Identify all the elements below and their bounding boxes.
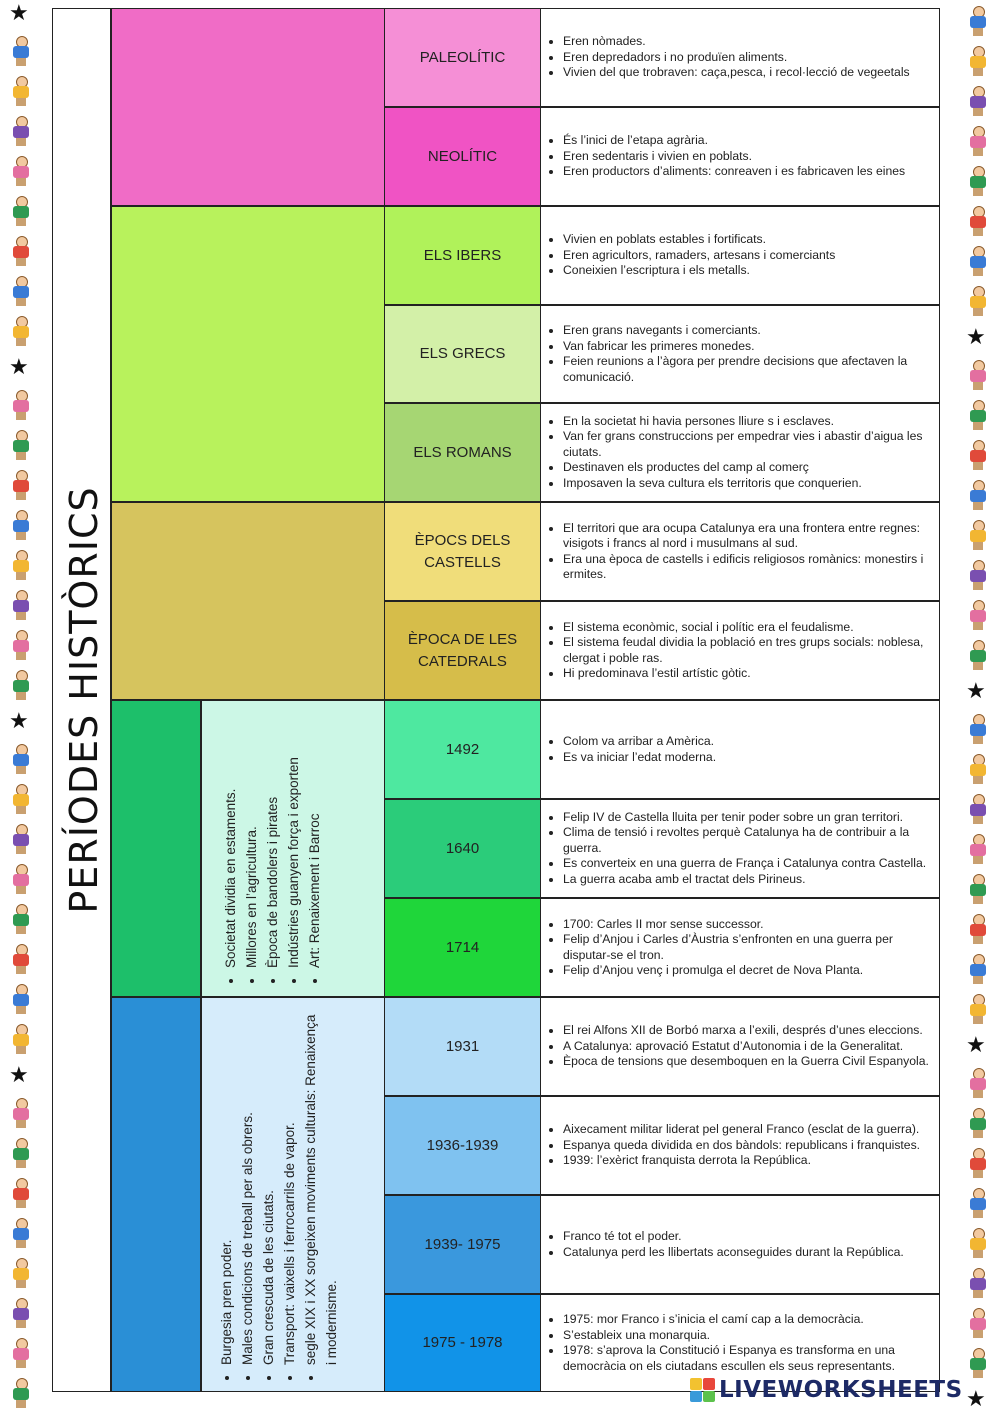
cartoon-figure-icon xyxy=(6,196,36,226)
description-item: • Felip d’Anjou venç i promulga el decret de Nova Planta. xyxy=(563,963,935,979)
description-item: • 1975: mor Franco i s’inicia el camí cap a la democràcia. xyxy=(563,1312,935,1328)
period-description xyxy=(540,206,940,305)
description-item: • Eren productors d’aliments: conreaven i es fabricaven les eines xyxy=(563,164,905,180)
cartoon-figure-icon xyxy=(6,984,36,1014)
cartoon-figure-icon xyxy=(963,560,993,590)
period-description xyxy=(540,898,940,997)
cartoon-figure-icon xyxy=(6,904,36,934)
liveworksheets-logo-icon xyxy=(690,1378,716,1402)
cartoon-figure-icon xyxy=(6,470,36,500)
cartoon-figure-icon xyxy=(6,824,36,854)
era-note-item: • Societat dividia en estaments. xyxy=(220,716,241,968)
period-description xyxy=(540,1195,940,1294)
cartoon-figure-icon xyxy=(963,714,993,744)
cartoon-figure-icon xyxy=(963,126,993,156)
cartoon-figure-icon xyxy=(963,286,993,316)
left-decorative-border xyxy=(0,0,42,1413)
cartoon-figure-icon xyxy=(6,1258,36,1288)
era-block-medieval xyxy=(111,502,385,700)
cartoon-figure-icon xyxy=(6,1178,36,1208)
description-item: • Felip IV de Castella lluita per tenir poder sobre un gran territori. xyxy=(563,810,935,826)
description-list xyxy=(547,521,935,583)
description-item: • S’estableix una monarquia. xyxy=(563,1328,935,1344)
modern-notes-list xyxy=(220,716,325,986)
description-item: • Eren grans navegants i comerciants. xyxy=(563,323,935,339)
cartoon-figure-icon xyxy=(963,440,993,470)
description-item: • És l’inici de l’etapa agrària. xyxy=(563,133,905,149)
description-list xyxy=(547,1312,935,1374)
cartoon-figure-icon xyxy=(963,360,993,390)
cartoon-figure-icon xyxy=(963,246,993,276)
description-item: • Felip d’Anjou i Carles d’Àustria s’enfronten en una guerra per disputar-se el tron. xyxy=(563,932,935,963)
period-description xyxy=(540,601,940,700)
description-list xyxy=(547,1023,929,1070)
description-item: • Es va iniciar l’edat moderna. xyxy=(563,750,716,766)
cartoon-figure-icon xyxy=(963,1228,993,1258)
cartoon-figure-icon xyxy=(6,156,36,186)
description-item: • Aixecament militar liderat pel general Franco (esclat de la guerra). xyxy=(563,1122,920,1138)
era-note-item: • Art: Renaixement i Barroc xyxy=(304,716,325,968)
cartoon-figure-icon xyxy=(6,864,36,894)
description-item: • Feien reunions a l’àgora per prendre decisions que afectaven la comunicació. xyxy=(563,354,935,385)
cartoon-figure-icon xyxy=(963,874,993,904)
star-icon: ★ xyxy=(966,1386,986,1411)
description-item: • Colom va arribar a Amèrica. xyxy=(563,734,716,750)
cartoon-figure-icon xyxy=(6,550,36,580)
cartoon-figure-icon xyxy=(963,754,993,784)
description-list xyxy=(547,810,935,888)
era-note-item: • Burgesia pren poder. xyxy=(216,1013,237,1365)
period-label: ELS ROMANS xyxy=(384,403,541,502)
cartoon-figure-icon xyxy=(963,400,993,430)
cartoon-figure-icon xyxy=(963,640,993,670)
description-item: • Vivien en poblats estables i fortificats. xyxy=(563,232,835,248)
description-item: • Eren nòmades. xyxy=(563,34,910,50)
description-item: • Eren agricultors, ramaders, artesans i comerciants xyxy=(563,248,835,264)
cartoon-figure-icon xyxy=(6,630,36,660)
period-label: ELS GRECS xyxy=(384,305,541,403)
cartoon-figure-icon xyxy=(963,520,993,550)
cartoon-figure-icon xyxy=(6,1338,36,1368)
era-note-item: • Millores en l’agricultura. xyxy=(241,716,262,968)
star-icon: ★ xyxy=(966,324,986,349)
contemporary-notes-list xyxy=(216,1013,342,1383)
period-label: 1939- 1975 xyxy=(384,1195,541,1294)
description-item: • Eren depredadors i no produïen aliments. xyxy=(563,50,910,66)
description-item: • Es converteix en una guerra de França i Catalunya contra Castella. xyxy=(563,856,935,872)
description-item: • Eren sedentaris i vivien en poblats. xyxy=(563,149,905,165)
description-list xyxy=(547,34,910,81)
cartoon-figure-icon xyxy=(963,834,993,864)
description-item: • Era una època de castells i edificis religiosos romànics: monestirs i ermites. xyxy=(563,552,935,583)
cartoon-figure-icon xyxy=(963,994,993,1024)
period-description xyxy=(540,403,940,502)
period-label: 1714 xyxy=(384,898,541,997)
cartoon-figure-icon xyxy=(6,1378,36,1408)
cartoon-figure-icon xyxy=(6,744,36,774)
logo-text: LIVEWORKSHEETS xyxy=(719,1377,963,1403)
cartoon-figure-icon xyxy=(6,1098,36,1128)
cartoon-figure-icon xyxy=(6,784,36,814)
cartoon-figure-icon xyxy=(6,76,36,106)
cartoon-figure-icon xyxy=(6,944,36,974)
period-label: 1975 - 1978 xyxy=(384,1294,541,1392)
cartoon-figure-icon xyxy=(963,914,993,944)
period-description xyxy=(540,107,940,206)
period-description xyxy=(540,502,940,601)
period-label: ÈPOCS DELS CASTELLS xyxy=(384,502,541,601)
cartoon-figure-icon xyxy=(963,794,993,824)
cartoon-figure-icon xyxy=(6,1024,36,1054)
star-icon: ★ xyxy=(966,1032,986,1057)
cartoon-figure-icon xyxy=(963,480,993,510)
description-item: • Època de tensions que desemboquen en la Guerra Civil Espanyola. xyxy=(563,1054,929,1070)
description-item: • El territori que ara ocupa Catalunya era una frontera entre regnes: visigots i francs al nord i musulmans al sud. xyxy=(563,521,935,552)
cartoon-figure-icon xyxy=(963,600,993,630)
description-list xyxy=(547,133,905,180)
cartoon-figure-icon xyxy=(6,116,36,146)
star-icon: ★ xyxy=(9,708,29,733)
cartoon-figure-icon xyxy=(6,36,36,66)
cartoon-figure-icon xyxy=(6,670,36,700)
cartoon-figure-icon xyxy=(6,316,36,346)
period-description xyxy=(540,8,940,107)
cartoon-figure-icon xyxy=(963,166,993,196)
period-description xyxy=(540,1096,940,1195)
description-item: • Destinaven els productes del camp al comerç xyxy=(563,460,935,476)
description-item: • Vivien del que trobraven: caça,pesca, i recol·lecció de vegeetals xyxy=(563,65,910,81)
description-item: • Espanya queda dividida en dos bàndols: republicans i franquistes. xyxy=(563,1138,920,1154)
description-item: • 1939: l’exèrict franquista derrota la República. xyxy=(563,1153,920,1169)
description-item: • Hi predominava l’estil artístic gòtic. xyxy=(563,666,935,682)
era-note-item: • Indústries guanyen força i exporten xyxy=(283,716,304,968)
cartoon-figure-icon xyxy=(963,1348,993,1378)
description-item: • Van fer grans construccions per empedrar vies i abastir d’aigua les ciutats. xyxy=(563,429,935,460)
era-block-ancient xyxy=(111,206,385,502)
description-list xyxy=(547,323,935,385)
era-block-contemporary xyxy=(111,997,201,1392)
cartoon-figure-icon xyxy=(963,1068,993,1098)
description-item: • El sistema econòmic, social i polític era el feudalisme. xyxy=(563,620,935,636)
description-list xyxy=(547,232,835,279)
cartoon-figure-icon xyxy=(963,954,993,984)
description-item: • 1978: s’aprova la Constitució i Espanya es transforma en una democràcia on els ciutadans escullen els seus representants. xyxy=(563,1343,935,1374)
description-item: • Catalunya perd les llibertats aconseguides durant la República. xyxy=(563,1245,904,1261)
description-item: • El rei Alfons XII de Borbó marxa a l’exili, després d’unes eleccions. xyxy=(563,1023,929,1039)
cartoon-figure-icon xyxy=(6,1138,36,1168)
modern-era-notes xyxy=(201,700,385,997)
description-list xyxy=(547,1122,920,1169)
period-label: ÈPOCA DE LES CATEDRALS xyxy=(384,601,541,700)
star-icon: ★ xyxy=(9,1062,29,1087)
star-icon: ★ xyxy=(9,0,29,25)
cartoon-figure-icon xyxy=(963,1188,993,1218)
cartoon-figure-icon xyxy=(6,590,36,620)
description-item: • 1700: Carles II mor sense successor. xyxy=(563,917,935,933)
period-label: 1936-1939 xyxy=(384,1096,541,1195)
cartoon-figure-icon xyxy=(963,6,993,36)
description-list xyxy=(547,414,935,492)
cartoon-figure-icon xyxy=(963,1108,993,1138)
cartoon-figure-icon xyxy=(6,236,36,266)
description-item: • Van fabricar les primeres monedes. xyxy=(563,339,935,355)
description-item: • Imposaven la seva cultura els territoris que conquerien. xyxy=(563,476,935,492)
description-item: • En la societat hi havia persones lliure s i esclaves. xyxy=(563,414,935,430)
cartoon-figure-icon xyxy=(963,1148,993,1178)
description-list xyxy=(547,917,935,979)
period-description xyxy=(540,997,940,1096)
cartoon-figure-icon xyxy=(963,46,993,76)
liveworksheets-logo xyxy=(690,1377,963,1403)
cartoon-figure-icon xyxy=(963,206,993,236)
era-note-item: • Transport: vaixells i ferrocarrils de vapor. xyxy=(279,1013,300,1365)
right-decorative-border xyxy=(957,0,999,1413)
period-label: PALEOLÍTIC xyxy=(384,8,541,107)
era-note-item: • Males condicions de treball per als obrers. xyxy=(237,1013,258,1365)
cartoon-figure-icon xyxy=(6,1298,36,1328)
description-list xyxy=(547,734,716,765)
period-description xyxy=(540,700,940,799)
description-item: • Franco té tot el poder. xyxy=(563,1229,904,1245)
era-block-modern xyxy=(111,700,201,997)
cartoon-figure-icon xyxy=(6,276,36,306)
star-icon: ★ xyxy=(966,678,986,703)
cartoon-figure-icon xyxy=(963,1308,993,1338)
cartoon-figure-icon xyxy=(6,510,36,540)
description-item: • A Catalunya: aprovació Estatut d’Autonomia i de la Generalitat. xyxy=(563,1039,929,1055)
era-note-item: • Època de bandolers i pirates xyxy=(262,716,283,968)
period-label: 1640 xyxy=(384,799,541,898)
description-item: • La guerra acaba amb el tractat dels Pirineus. xyxy=(563,872,935,888)
era-block-prehistory xyxy=(111,8,385,206)
description-item: • Clima de tensió i revoltes perquè Catalunya ha de contribuir a la guerra. xyxy=(563,825,935,856)
period-label: NEOLÍTIC xyxy=(384,107,541,206)
description-list xyxy=(547,620,935,682)
description-item: • Coneixien l’escriptura i els metalls. xyxy=(563,263,835,279)
cartoon-figure-icon xyxy=(963,1268,993,1298)
era-note-item: • segle XIX i XX sorgeixen moviments culturals: Renaixença i modernisme. xyxy=(300,1013,342,1365)
period-description xyxy=(540,305,940,403)
period-label: 1492 xyxy=(384,700,541,799)
period-label: 1931 xyxy=(384,997,541,1096)
page-title: PERÍODES HISTÒRICS xyxy=(62,486,106,914)
description-item: • El sistema feudal dividia la població en tres grups socials: noblesa, clergat i poble ras. xyxy=(563,635,935,666)
cartoon-figure-icon xyxy=(963,86,993,116)
star-icon: ★ xyxy=(9,354,29,379)
period-description xyxy=(540,799,940,898)
cartoon-figure-icon xyxy=(6,390,36,420)
period-label: ELS IBERS xyxy=(384,206,541,305)
cartoon-figure-icon xyxy=(6,430,36,460)
description-list xyxy=(547,1229,904,1260)
cartoon-figure-icon xyxy=(6,1218,36,1248)
era-note-item: • Gran crescuda de les ciutats. xyxy=(258,1013,279,1365)
contemporary-era-notes xyxy=(201,997,385,1392)
